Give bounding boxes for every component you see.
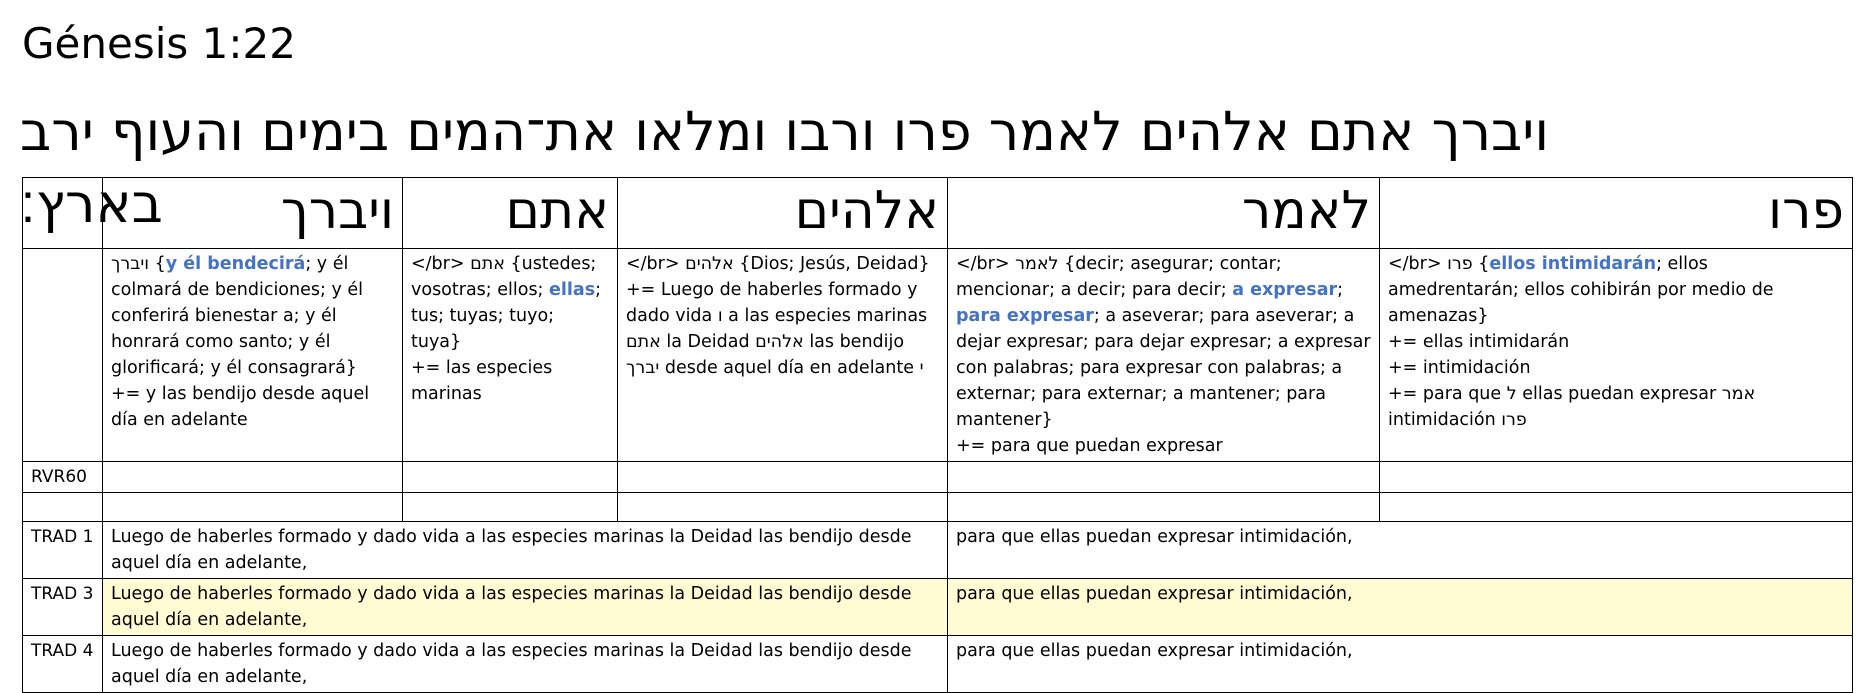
gloss-translation: += intimidación bbox=[1388, 358, 1531, 378]
hebrew-header-row bbox=[23, 178, 1853, 249]
trad-label: TRAD 4 bbox=[23, 636, 103, 693]
rvr60-cell bbox=[618, 462, 948, 493]
gloss-translation: += y las bendijo desde aquel día en adelante bbox=[111, 384, 370, 430]
gloss-prefix: </br> bbox=[411, 254, 471, 274]
gloss-row bbox=[23, 249, 1853, 462]
blank-cell bbox=[403, 493, 618, 522]
blank-cell bbox=[618, 493, 948, 522]
rvr60-label: RVR60 bbox=[23, 462, 103, 493]
gloss-text: ; tus; tuyas; tuyo; tuya} bbox=[411, 280, 602, 352]
trad-left-text: Luego de haberles formado y dado vida a las especies marinas la Deidad las bendijo desde aquel día en adelante, bbox=[103, 579, 948, 636]
gloss-text: {Dios; Jesús, Deidad} bbox=[733, 254, 930, 274]
verse-hebrew: ויברך אתם אלהים לאמר פרו ורבו ומלאו את־המים בימים והעוף ירב בארץ׃ bbox=[20, 100, 1550, 235]
rvr60-cell bbox=[103, 462, 403, 493]
rvr60-row bbox=[23, 462, 1853, 493]
gloss-highlight: ellos intimidarán bbox=[1489, 254, 1657, 274]
gloss-hebrew: ויברך bbox=[111, 254, 150, 274]
gloss-translation: += Luego de haberles formado y dado vida ו a las especies marinas אתם la Deidad אלהים las bendijo יברך desde aquel día en adelante י bbox=[626, 280, 928, 378]
gloss-highlight: para expresar bbox=[956, 306, 1094, 326]
gloss-text: ; bbox=[1337, 280, 1344, 300]
blank-cell bbox=[23, 493, 103, 522]
blank-cell bbox=[1380, 493, 1853, 522]
gloss-highlight: ellas bbox=[549, 280, 596, 300]
trad-right-text: para que ellas puedan expresar intimidación, bbox=[948, 522, 1853, 579]
rvr60-cell bbox=[948, 462, 1380, 493]
blank-row bbox=[23, 493, 1853, 522]
interlinear-table bbox=[22, 177, 1853, 693]
gloss-text: ; y él colmará de bendiciones; y él conferirá bienestar a; y él honrará como santo; y él glorificará; y él consagrará} bbox=[111, 254, 363, 378]
gloss-highlight: a expresar bbox=[1232, 280, 1338, 300]
trad-right-text: para que ellas puedan expresar intimidación, bbox=[948, 636, 1853, 693]
gloss-text: ; a aseverar; para aseverar; a dejar expresar; para dejar expresar; a expresar con palabras; para expresar con palabras; a externar; para externar; a mantener; para mantener} bbox=[956, 306, 1371, 430]
trad-right-text: para que ellas puedan expresar intimidación, bbox=[948, 579, 1853, 636]
trad-row bbox=[23, 636, 1853, 693]
trad-row-highlighted bbox=[23, 579, 1853, 636]
gloss-cell-1 bbox=[103, 249, 403, 462]
trad-row bbox=[23, 522, 1853, 579]
gloss-cell-2 bbox=[403, 249, 618, 462]
gloss-text: {decir; asegurar; contar; mencionar; a decir; para decir; bbox=[956, 254, 1282, 300]
blank-cell bbox=[103, 493, 403, 522]
gloss-translation: += para que puedan expresar bbox=[956, 436, 1223, 456]
gloss-cell-3 bbox=[618, 249, 948, 462]
corner-cell bbox=[23, 178, 103, 249]
gloss-cell-4 bbox=[948, 249, 1380, 462]
blank-cell bbox=[948, 493, 1380, 522]
rvr60-cell bbox=[403, 462, 618, 493]
gloss-hebrew: אתם bbox=[470, 254, 505, 274]
gloss-label-cell bbox=[23, 249, 103, 462]
hebrew-word-3: אלהים bbox=[618, 178, 948, 249]
gloss-text: { bbox=[149, 254, 166, 274]
page-title: Génesis 1:22 bbox=[22, 19, 296, 68]
hebrew-word-2: אתם bbox=[403, 178, 618, 249]
gloss-prefix: </br> bbox=[626, 254, 686, 274]
gloss-prefix: </br> bbox=[956, 254, 1016, 274]
trad-label: TRAD 1 bbox=[23, 522, 103, 579]
gloss-translation: += para que ל ellas puedan expresar אמר intimidación פרו bbox=[1388, 384, 1756, 430]
gloss-prefix: </br> bbox=[1388, 254, 1448, 274]
gloss-text: ; ellos amedrentarán; ellos cohibirán por medio de amenazas} bbox=[1388, 254, 1774, 326]
trad-label: TRAD 3 bbox=[23, 579, 103, 636]
trad-left-text: Luego de haberles formado y dado vida a las especies marinas la Deidad las bendijo desde aquel día en adelante, bbox=[103, 522, 948, 579]
gloss-hebrew: פרו bbox=[1447, 254, 1473, 274]
rvr60-cell bbox=[1380, 462, 1853, 493]
gloss-hebrew: לאמר bbox=[1015, 254, 1059, 274]
gloss-hebrew: אלהים bbox=[685, 254, 734, 274]
gloss-highlight: y él bendecirá bbox=[165, 254, 306, 274]
trad-left-text: Luego de haberles formado y dado vida a las especies marinas la Deidad las bendijo desde aquel día en adelante, bbox=[103, 636, 948, 693]
gloss-text: { bbox=[1472, 254, 1490, 274]
gloss-translation: += las especies marinas bbox=[411, 358, 553, 404]
gloss-text: {ustedes; vosotras; ellos; bbox=[411, 254, 597, 300]
hebrew-word-4: לאמר bbox=[948, 178, 1380, 249]
gloss-translation: += ellas intimidarán bbox=[1388, 332, 1570, 352]
hebrew-word-1: ויברך bbox=[103, 178, 403, 249]
gloss-cell-5 bbox=[1380, 249, 1853, 462]
hebrew-word-5: פרו bbox=[1380, 178, 1853, 249]
